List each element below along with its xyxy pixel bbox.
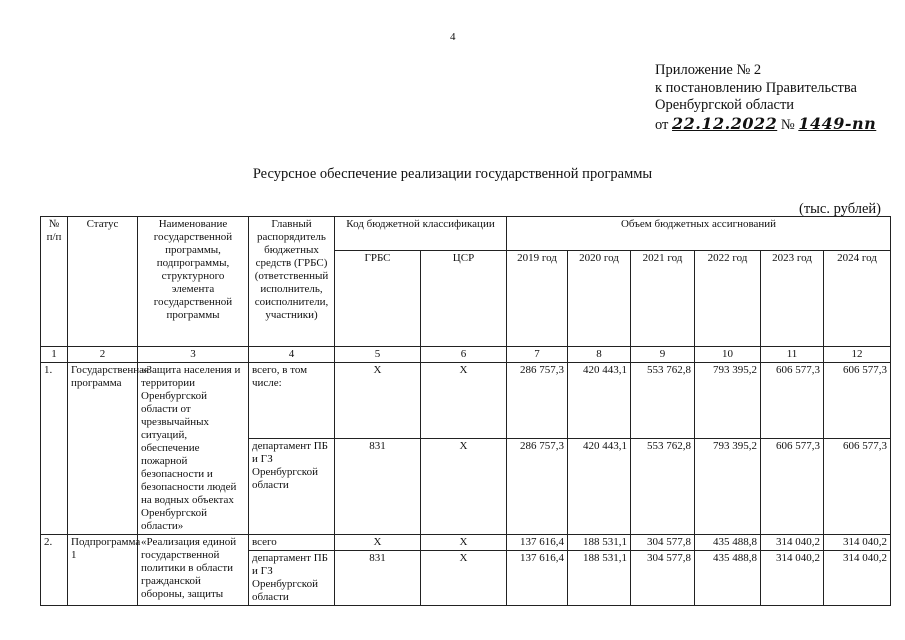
row-value: 188 531,1 — [568, 551, 631, 606]
column-number: 11 — [761, 347, 824, 363]
appendix-date-line — [655, 115, 876, 135]
column-number: 7 — [507, 347, 568, 363]
row-value: 420 443,1 — [568, 363, 631, 439]
header-csr: ЦСР — [421, 251, 507, 347]
row-value: 286 757,3 — [507, 439, 568, 535]
row-name: «Реализация единой государственной политики в области гражданской обороны, защиты — [138, 535, 249, 606]
row-status: Подпрограмма 1 — [68, 535, 138, 606]
units-label: (тыс. рублей) — [799, 201, 881, 217]
row-value: 314 040,2 — [824, 551, 891, 606]
column-number: 1 — [41, 347, 68, 363]
table-row — [41, 535, 891, 551]
row-csr: X — [421, 551, 507, 606]
column-number: 6 — [421, 347, 507, 363]
row-executor: всего, в том числе: — [249, 363, 335, 439]
handwritten-number: 1449-пп — [798, 113, 877, 133]
row-value: 553 762,8 — [631, 363, 695, 439]
header-budget-code: Код бюджетной классификации — [335, 217, 507, 251]
row-grbs: X — [335, 535, 421, 551]
appendix-line-1: Приложение № 2 — [655, 62, 762, 78]
row-grbs: 831 — [335, 439, 421, 535]
row-executor: департамент ПБ и ГЗ Оренбургской области — [249, 551, 335, 606]
header-grbs-main: Главный распорядитель бюджетных средств (ГРБС) (ответственный исполнитель, соисполнители, участники) — [249, 217, 335, 347]
row-executor: департамент ПБ и ГЗ Оренбургской области — [249, 439, 335, 535]
header-num: № п/п — [41, 217, 68, 347]
row-value: 606 577,3 — [824, 439, 891, 535]
table-header-row-1 — [41, 217, 891, 251]
row-value: 793 395,2 — [695, 439, 761, 535]
column-number: 10 — [695, 347, 761, 363]
row-value: 606 577,3 — [761, 363, 824, 439]
header-year: 2019 год — [507, 251, 568, 347]
column-number: 9 — [631, 347, 695, 363]
header-year: 2020 год — [568, 251, 631, 347]
header-grbs: ГРБС — [335, 251, 421, 347]
column-number: 2 — [68, 347, 138, 363]
row-value: 420 443,1 — [568, 439, 631, 535]
row-value: 606 577,3 — [824, 363, 891, 439]
appendix-line-2: к постановлению Правительства — [655, 79, 857, 96]
page-number: 4 — [450, 31, 456, 43]
row-value: 137 616,4 — [507, 551, 568, 606]
row-csr: X — [421, 535, 507, 551]
header-status: Статус — [68, 217, 138, 347]
from-label: от — [655, 116, 669, 133]
row-csr: X — [421, 439, 507, 535]
column-number: 3 — [138, 347, 249, 363]
row-value: 304 577,8 — [631, 535, 695, 551]
row-grbs: 831 — [335, 551, 421, 606]
row-value: 286 757,3 — [507, 363, 568, 439]
table-row — [41, 363, 891, 439]
appendix-line-3: Оренбургской области — [655, 97, 795, 113]
row-value: 137 616,4 — [507, 535, 568, 551]
row-value: 793 395,2 — [695, 363, 761, 439]
row-value: 314 040,2 — [761, 551, 824, 606]
row-value: 606 577,3 — [761, 439, 824, 535]
row-value: 314 040,2 — [761, 535, 824, 551]
column-number: 12 — [824, 347, 891, 363]
row-csr: X — [421, 363, 507, 439]
row-executor: всего — [249, 535, 335, 551]
header-year: 2024 год — [824, 251, 891, 347]
column-number: 5 — [335, 347, 421, 363]
header-name: Наименование государственной программы, подпрограммы, структурного элемента государственной программы — [138, 217, 249, 347]
row-grbs: X — [335, 363, 421, 439]
row-value: 304 577,8 — [631, 551, 695, 606]
row-value: 553 762,8 — [631, 439, 695, 535]
row-name: «Защита населения и территории Оренбургской области от чрезвычайных ситуаций, обеспечение пожарной безопасности и безопасности людей на водных объектах Оренбургской области» — [138, 363, 249, 535]
header-year: 2021 год — [631, 251, 695, 347]
document-title: Ресурсное обеспечение реализации государственной программы — [252, 166, 653, 182]
column-number: 4 — [249, 347, 335, 363]
header-allocations: Объем бюджетных ассигнований — [507, 217, 891, 251]
appendix-block — [655, 62, 876, 134]
row-value: 314 040,2 — [824, 535, 891, 551]
handwritten-date: 22.12.2022 — [672, 113, 778, 133]
row-value: 188 531,1 — [568, 535, 631, 551]
resource-table — [40, 216, 891, 606]
row-num: 1. — [41, 363, 68, 535]
row-value: 435 488,8 — [695, 551, 761, 606]
number-label: № — [780, 116, 795, 133]
row-value: 435 488,8 — [695, 535, 761, 551]
row-num: 2. — [41, 535, 68, 606]
column-number-row — [41, 347, 891, 363]
header-year: 2023 год — [761, 251, 824, 347]
column-number: 8 — [568, 347, 631, 363]
row-status: Государственная программа — [68, 363, 138, 535]
header-year: 2022 год — [695, 251, 761, 347]
